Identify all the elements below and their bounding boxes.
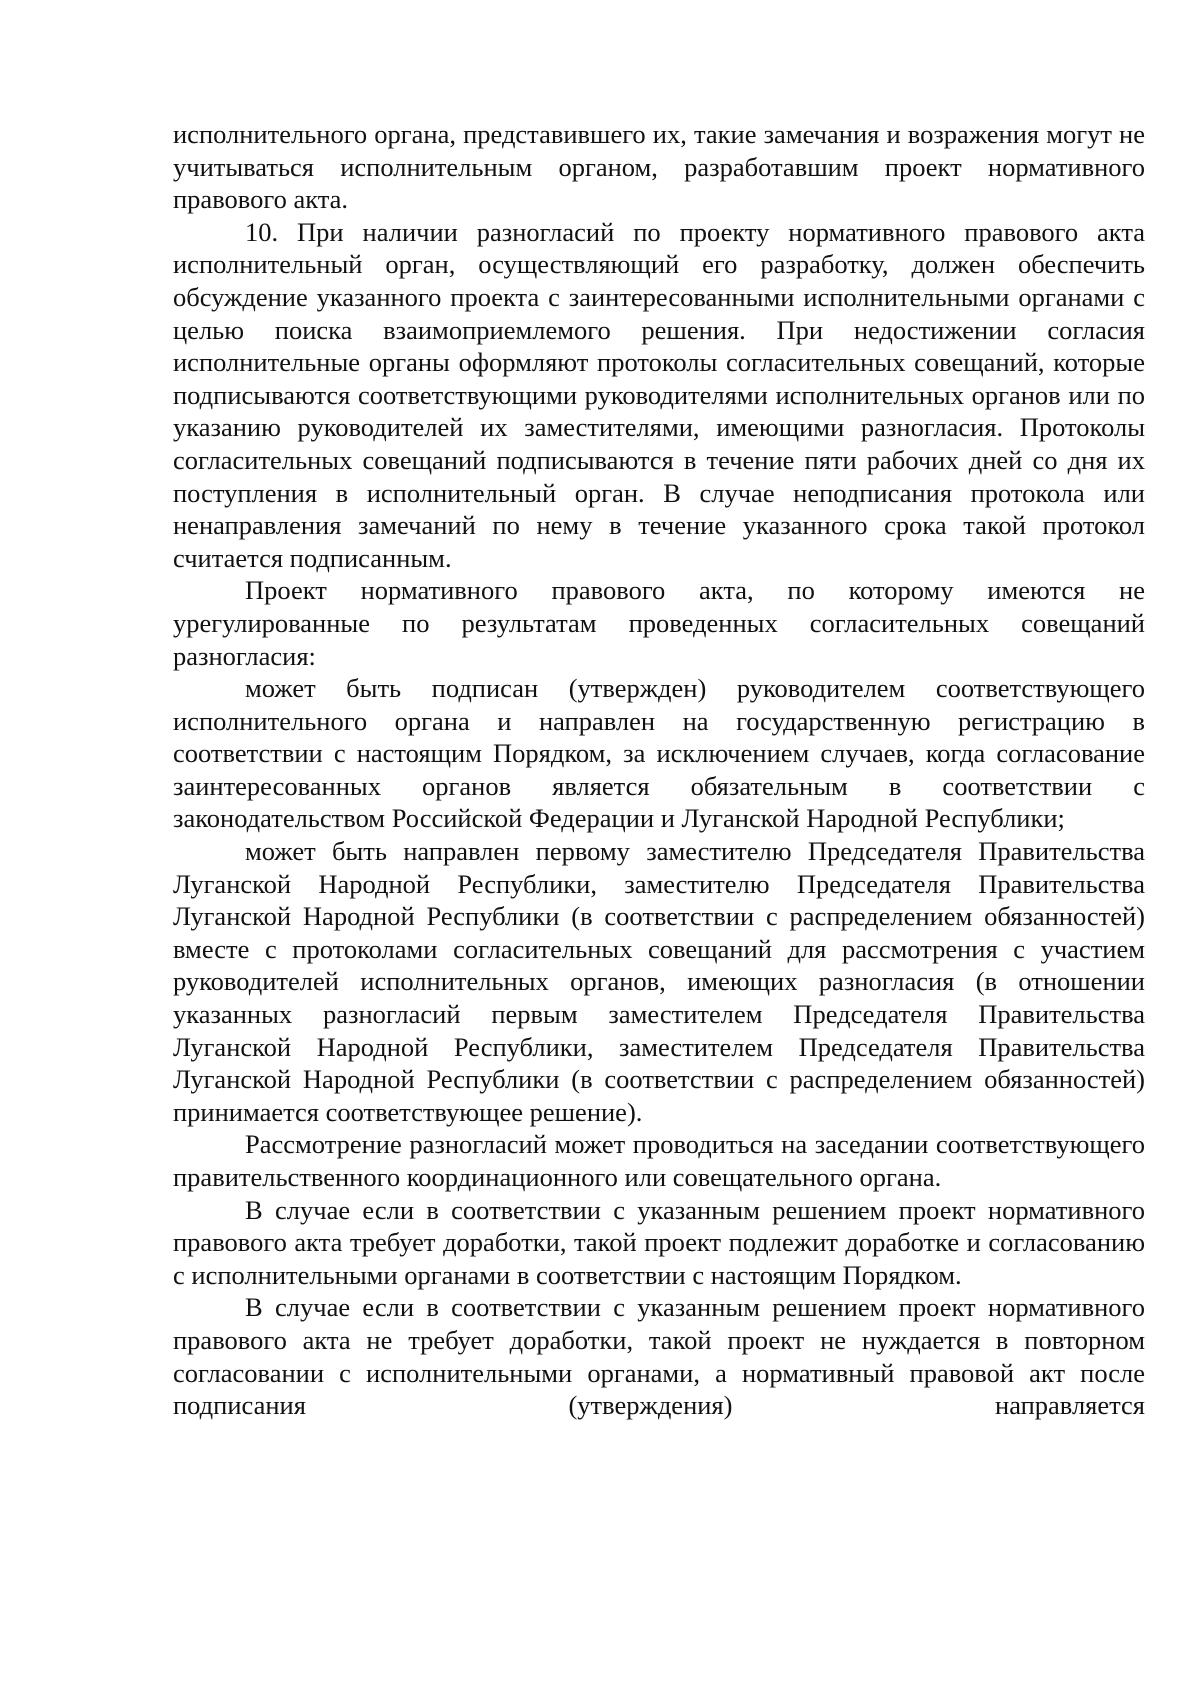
paragraph-7: В случае если в соответствии с указанным решением проект нормативного правового акта требует доработки, такой проект подлежит доработке и согласованию с исполнительными органами в соответствии с настоящим Порядком. [173, 1194, 1145, 1290]
paragraph-6: Рассмотрение разногласий может проводиться на заседании соответствующего правительственного координационного или совещательного органа. [173, 1129, 1145, 1192]
paragraph-4: может быть подписан (утвержден) руководителем соответствующего исполнительного органа и направлен на государственную регистрацию в соответствии с настоящим Порядком, за исключением случаев, когда согласование заинтересованных органов является обязательным в соответствии с законодательством Российской Федерации и Луганской Народной Республики; [173, 673, 1145, 834]
document-body [173, 118, 1145, 1422]
paragraph-3: Проект нормативного правового акта, по которому имеются не урегулированные по результатам проведенных согласительных совещаний разногласия: [173, 575, 1145, 671]
paragraph-1: исполнительного органа, представившего их, такие замечания и возражения могут не учитываться исполнительным органом, разработавшим проект нормативного правового акта. [173, 119, 1145, 215]
paragraph-2: 10. При наличии разногласий по проекту нормативного правового акта исполнительный орган, осуществляющий его разработку, должен обеспечить обсуждение указанного проекта с заинтересованными исполнительными органами с целью поиска взаимоприемлемого решения. При недостижении согласия исполнительные органы оформляют протоколы согласительных совещаний, которые подписываются соответствующими руководителями исполнительных органов или по указанию руководителей их заместителями, имеющими разногласия. Протоколы согласительных совещаний подписываются в течение пяти рабочих дней со дня их поступления в исполнительный орган. В случае неподписания протокола или ненаправления замечаний по нему в течение указанного срока такой протокол считается подписанным. [173, 216, 1145, 573]
paragraph-8: В случае если в соответствии с указанным решением проект нормативного правового акта не требует доработки, такой проект не нуждается в повторном согласовании с исполнительными органами, а нормативный правовой акт после подписания (утверждения) направляется [173, 1292, 1145, 1421]
paragraph-5: может быть направлен первому заместителю Председателя Правительства Луганской Народной Республики, заместителю Председателя Правительства Луганской Народной Республики (в соответствии с распределением обязанностей) вместе с протоколами согласительных совещаний для рассмотрения с участием руководителей исполнительных органов, имеющих разногласия (в отношении указанных разногласий первым заместителем Председателя Правительства Луганской Народной Республики, заместителем Председателя Правительства Луганской Народной Республики (в соответствии с распределением обязанностей) принимается соответствующее решение). [173, 836, 1145, 1127]
